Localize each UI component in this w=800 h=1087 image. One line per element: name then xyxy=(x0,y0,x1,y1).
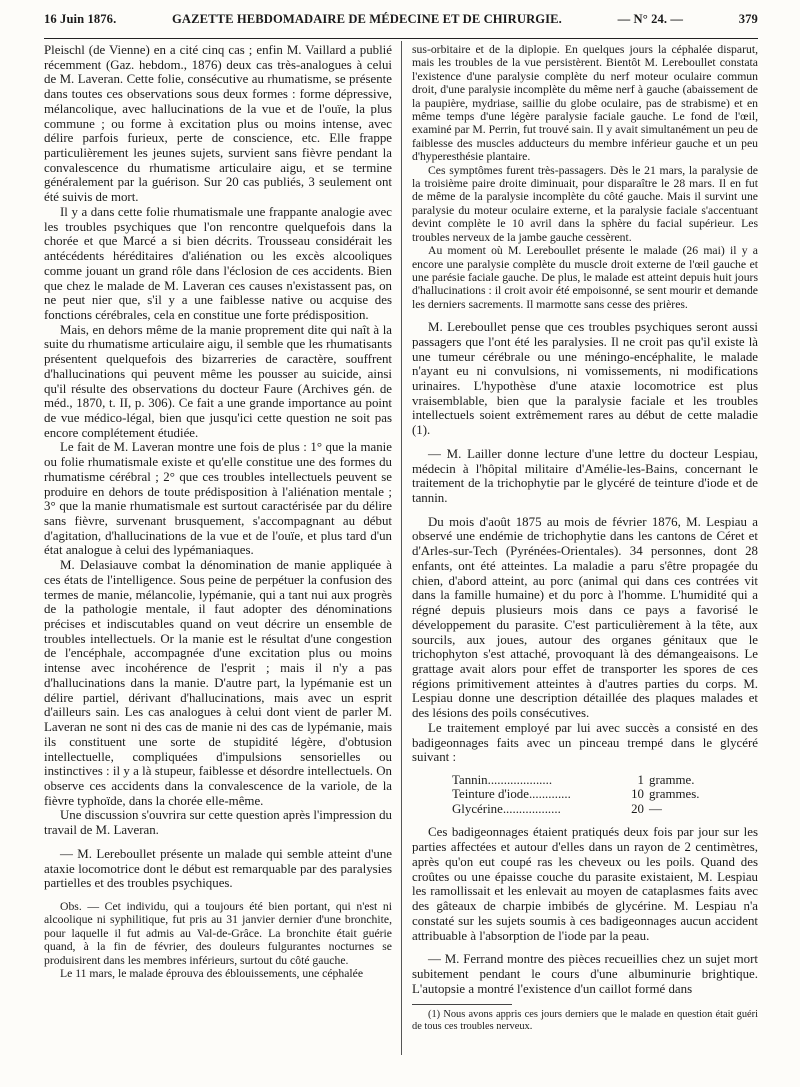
paragraph: — M. Lereboullet présente un malade qui semble atteint d'une ataxie locomotrice dont le début est remarquable par des paralysies partielles et des troubles psychiques. xyxy=(44,846,392,891)
formula-ingredient: Teinture d'iode............. xyxy=(452,787,571,802)
formula-quantity: 1 xyxy=(637,772,644,787)
paragraph: Le fait de M. Laveran montre une fois de plus : 1° que la manie ou folie rhumatismale existe et qu'elle constitue une des formes du rhumatisme cérébral ; 2° que ces troubles intellectuels peuvent se produire en dehors de toute prédisposition à l'aliénation mentale ; 3° que la manie rhumatismale est surtout caractérisée par du délire sans fièvre, survenant brusquement, s'accompagnant au début d'agitation, d'hallucinations de la vue et de l'ouïe, et plus tard d'un état analogue à celui des lypémaniaques. xyxy=(44,440,392,558)
paragraph: — M. Ferrand montre des pièces recueillies chez un sujet mort subitement pendant le cours d'une albuminurie brightique. L'autopsie a montré l'existence d'un caillot formé dans xyxy=(412,952,758,996)
footnote: (1) Nous avons appris ces jours derniers que le malade en question était guéri de tous ces troubles nerveux. xyxy=(412,1009,758,1033)
paragraph: Le 11 mars, le malade éprouva des éblouissements, une céphalée xyxy=(60,967,364,980)
header-page-number: 379 xyxy=(738,11,758,26)
observation-paragraph: Obs. — Cet individu, qui a toujours été bien portant, qui n'est ni alcoolique ni syphilitique, fut pris au 31 janvier dernier d'une bronchite, pour laquelle il fut admis au Val-de-Grâce. La bronchite était guérie quand, à la fin de février, des douleurs fulgurantes nocturnes se produisirent dans les membres inférieurs, surtout du côté gauche. xyxy=(44,899,392,967)
header-issue: — N° 24. — xyxy=(617,11,684,26)
left-column xyxy=(44,43,392,1079)
paragraph: sus-orbitaire et de la diplopie. En quelques jours la céphalée disparut, mais les troubles de la vue persistèrent. Bientôt M. Lereboullet constata l'existence d'une paralysie complète du nerf moteur oculaire commun droit, d'une paralysie incomplète du même nerf à gauche (abaissement de la paupière, mydriase, saillie du globe oculaire, pas de strabisme) et en même temps d'une légère paralysie faciale gauche. Le fond de l'œil, examiné par M. Perrin, fut trouvé sain. Il y avait simultanément un peu de faiblesse des muscles adducteurs du membre inférieur gauche et un peu d'hyperesthésie plantaire. xyxy=(412,43,758,164)
header-date: 16 Juin 1876. xyxy=(44,11,117,26)
formula-unit: gramme. xyxy=(649,772,695,787)
formula-unit: — xyxy=(649,801,662,816)
paragraph: Ces badigeonnages étaient pratiqués deux fois par jour sur les parties affectées et autour d'elles dans un rayon de 2 centimètres, après qu'on eut coupé ras les cheveux ou les poils. Quand des croûtes ou une épaisse couche du parasite existaient, M. Lespiau les ramollissait et les enlevait au moyen de cataplasmes faits avec des gâteaux de charpie imbibés de glycérine. M. Lespiau n'a constaté sur les sujets soumis à ces badigeonnages aucun accident attribuable à l'absorption de l'iode par la peau. xyxy=(412,825,758,943)
formula-row xyxy=(452,787,699,802)
header-journal-title: GAZETTE HEBDOMADAIRE DE MÉDECINE ET DE CHIRURGIE. xyxy=(172,11,562,26)
paragraph: M. Lereboullet pense que ces troubles psychiques seront aussi passagers que l'ont été les paralysies. Il ne croit pas qu'il existe là une tumeur cérébrale ou une méningo-encéphalite, le malade n'ayant eu ni convulsions, ni vomissements, ni modifications urinaires. L'hypothèse d'une ataxie locomotrice est plus vraisemblable, bien que la paralysie faciale et les troubles intellectuels soient extrêmement rares au début de cette maladie (1). xyxy=(412,320,758,438)
paragraph: — M. Lailler donne lecture d'une lettre du docteur Lespiau, médecin à l'hôpital militaire d'Amélie-les-Bains, concernant le traitement de la trichophytie par le glycéré de teinture d'iode et de tannin. xyxy=(412,446,758,506)
paragraph: Le traitement employé par lui avec succès a consisté en des badigeonnages faits avec un pinceau trempé dans le glycéré suivant : xyxy=(412,720,758,765)
paragraph: Une discussion s'ouvrira sur cette question après l'impression du travail de M. Laveran. xyxy=(44,808,392,838)
header-rule xyxy=(44,38,758,39)
formula-ingredient: Tannin.................... xyxy=(452,772,553,787)
formula-row xyxy=(452,802,699,817)
formula-unit: grammes. xyxy=(649,787,700,802)
right-column xyxy=(412,43,758,1079)
paragraph: Au moment où M. Lereboullet présente le malade (26 mai) il y a encore une paralysie complète du muscle droit externe de l'œil gauche et une parésie faciale gauche. De plus, le malade est atteint depuis huit jours d'hallucinations : il croit avoir été empoisonné, se sent mourir et demande les derniers sacrements. Il marmotte sans cesse des prières. xyxy=(412,244,758,311)
paragraph: Mais, en dehors même de la manie proprement dite qui naît à la suite du rhumatisme articulaire aigu, il semble que les rhumatisants présentent quelquefois des bizarreries de caractère, souffrent d'hallucinations qui peuvent même les pousser au suicide, ainsi qu'il résulte des observations du docteur Faure (Archives gén. de méd., 1870, t. II, p. 306). Ce fait a une grande importance au point de vue médico-légal, bien que jusqu'ici cette question ne soit pas encore complétement étudiée. xyxy=(44,322,392,440)
footnote-rule xyxy=(412,1004,512,1005)
column-separator xyxy=(401,41,402,1055)
formula-row xyxy=(452,773,699,788)
formula-table xyxy=(452,773,699,817)
paragraph: Du mois d'août 1875 au mois de février 1876, M. Lespiau a observé une endémie de trichophytie dans les cantons de Céret et d'Arles-sur-Tech (Pyrénées-Orientales). 34 personnes, dont 28 enfants, ont été atteintes. La maladie a paru s'être propagée du chien, d'abord atteint, au porc (animal qui dans ces contrées vit dans la famille humaine) et du porc à l'homme. L'humidité qui a régné depuis plusieurs mois dans ce pays a favorisé le développement du parasite. C'est particulièrement à la tête, aux sourcils, aux joues, autour des organes génitaux que le trichophyton s'est attaché, provoquant là des démangeaisons. Le grattage avait alors pour effet de transporter les spores de ces régions primitivement atteintes à d'autres parties du corps. M. Lespiau donne une description détaillée des plaques malades et des lésions des poils consécutives. xyxy=(412,514,758,721)
formula-quantity: 20 xyxy=(631,801,644,816)
paragraph: Il y a dans cette folie rhumatismale une frappante analogie avec les troubles psychiques que l'on rencontre quelquefois dans la chorée et que Marcé a si bien décrits. Trousseau considérait les antécédents héréditaires d'aliénation ou les excès alcooliques comme jouant un grand rôle dans l'éclosion de ces accidents. Bien que chez le malade de M. Laveran ces causes n'existassent pas, on ne peut nier que, s'il y a une faiblesse native ou acquise des fonctions cérébrales, cela en constitue une forte prédisposition. xyxy=(44,204,392,322)
paragraph: Pleischl (de Vienne) en a cité cinq cas ; enfin M. Vaillard a publié récemment (Gaz. hebdom., 1876) deux cas très-analogues à celui de M. Laveran. Cette folie, consécutive au rhumatisme, se présente dans toutes ces observations sous deux formes : forme dépressive, mélancolique, avec hallucinations de la vue et de l'ouïe, la plus commune ; ou forme à excitation plus ou moins intense, avec délire parfois furieux, perte de conscience, etc. Elle frappe particulièrement les jeunes sujets, survient sans fièvre pendant la convalescence du rhumatisme articulaire aigu, et se termine généralement par la guérison. Sur 20 cas publiés, 3 seulement ont été suivis de mort. xyxy=(44,43,392,205)
formula-ingredient: Glycérine.................. xyxy=(452,801,561,816)
paragraph: Ces symptômes furent très-passagers. Dès le 21 mars, la paralysie de la troisième paire droite diminuait, pour disparaître le 28 mars. Il en fut de même de la paralysie incomplète du côté gauche. Mais il survint une paralysie du moteur oculaire externe, et la paralysie faciale s'accentuant devint complète le 10 avril dans la sphère du facial supérieur. Les troubles nerveux de la jambe gauche cessèrent. xyxy=(412,163,758,244)
paragraph: M. Delasiauve combat la dénomination de manie appliquée à ces états de l'intelligence. Sous peine de perpétuer la confusion des termes de manie, mélancolie, lypémanie, qui a tant nui aux progrès de la pathologie mentale, il faut adopter des dénominations précises et indiscutables quand on veut décrire un ensemble de troubles intellectuels. Or la manie est le résultat d'une congestion de l'encéphale, accompagnée d'une excitation plus ou moins intense avec incohérence de l'esprit ; mais il n'y a pas d'hallucinations dans la manie. D'autre part, la lypémanie est un délire partiel, dérivant d'hallucinations, mais avec un esprit d'ailleurs sain. Les cas analogues à celui dont vient de parler M. Laveran ne sont ni des cas de manie ni des cas de lypémanie, mais ils constituent une sorte de stupidité légère, d'obtusion intellectuelle, compliquées d'impulsions sensorielles ou instinctives : il y a là stupeur, faiblesse et désordre intellectuels. On observe ces accidents dans la convalescence de la variole, de la fièvre typhoïde, dans la chorée elle-même. xyxy=(44,558,392,808)
formula-quantity: 10 xyxy=(631,787,644,802)
running-header xyxy=(44,6,758,32)
